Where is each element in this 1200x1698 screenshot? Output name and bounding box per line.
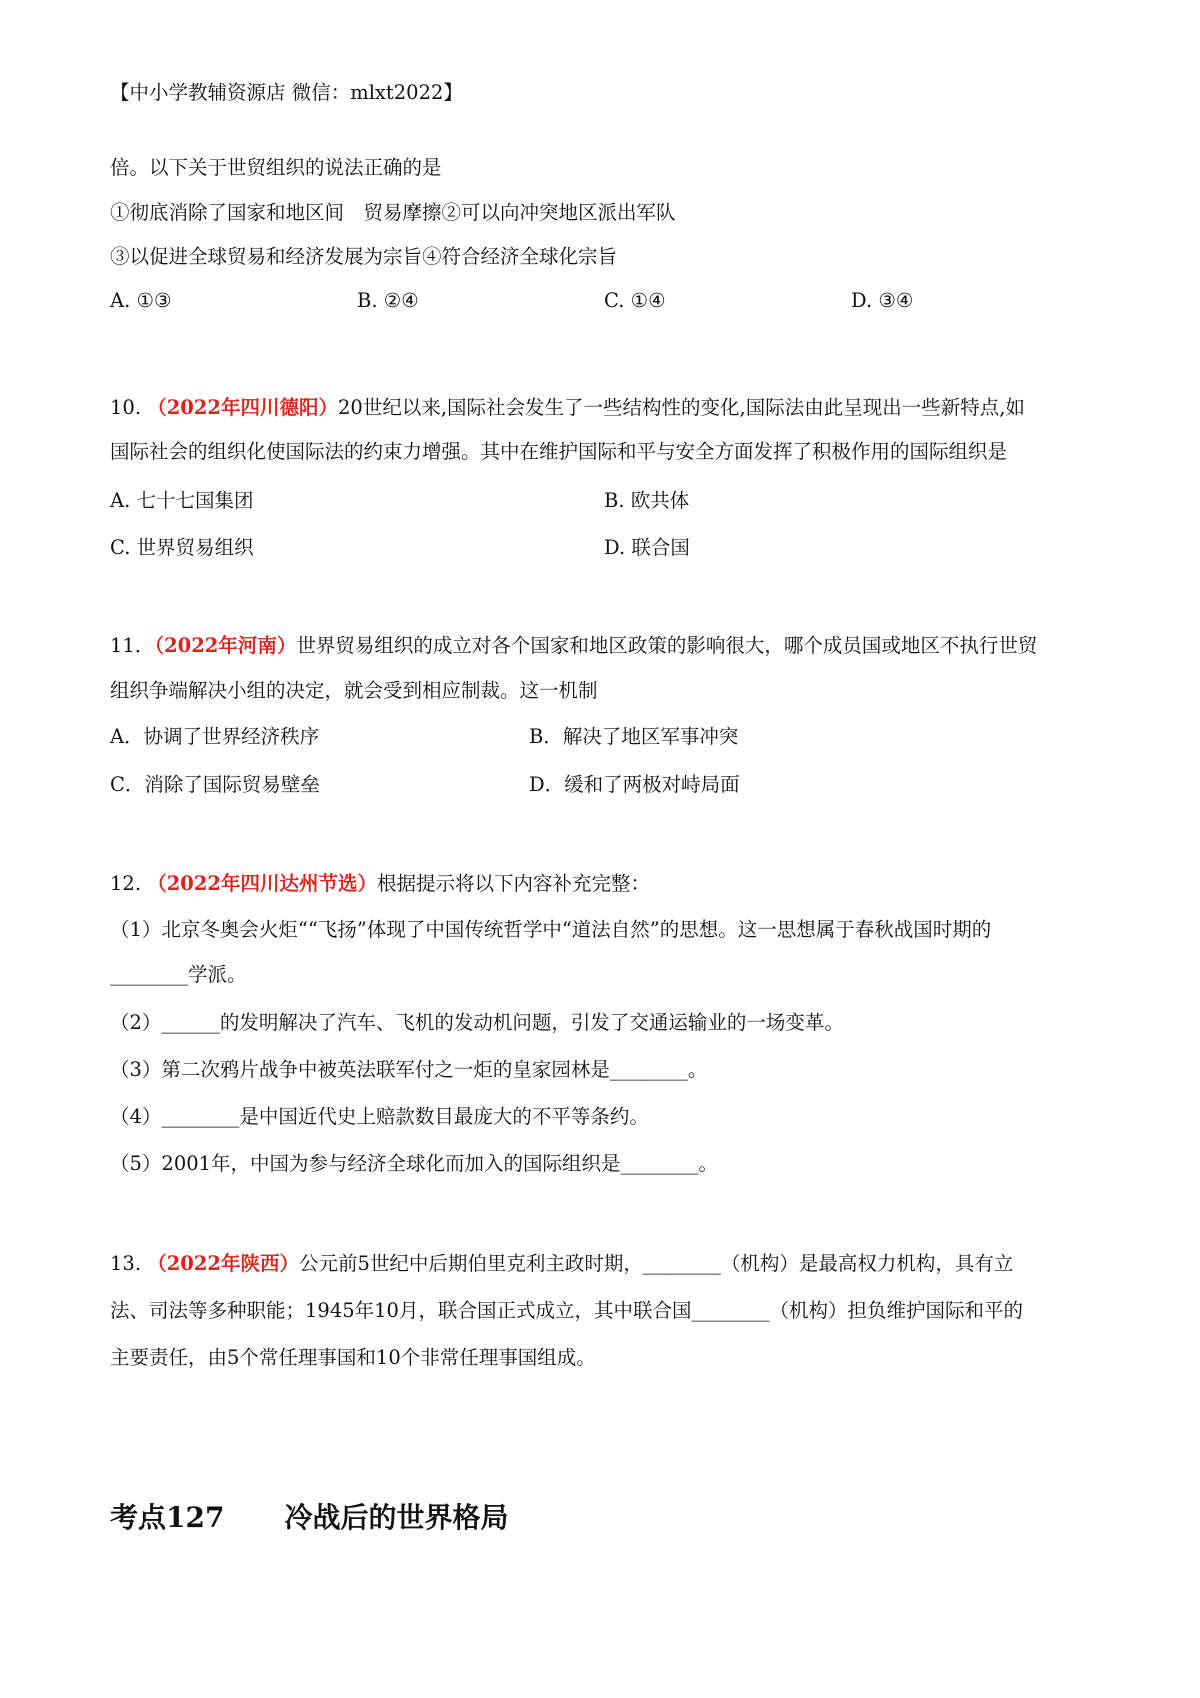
q11-number: 11． — [110, 634, 155, 657]
q10-option-b: B. 欧共体 — [604, 489, 690, 512]
q10-stem-text: 20世纪以来,国际社会发生了一些结构性的变化,国际法由此呈现出一些新特点,如 — [338, 396, 1025, 419]
q10-stem-line-2: 国际社会的组织化使国际法的约束力增强。其中在维护国际和平与安全方面发挥了积极作用的国际组织是 — [110, 440, 1008, 463]
q10-option-a: A. 七十七国集团 — [110, 489, 254, 512]
q11-option-c: C．消除了国际贸易壁垒 — [110, 773, 320, 796]
q12-number: 12. — [110, 872, 148, 895]
q12-item-1-cont: ________学派。 — [110, 963, 247, 986]
q12-item-4: （4）________是中国近代史上赔款数目最庞大的不平等条约。 — [110, 1105, 649, 1128]
q10-source: （2022年四川德阳） — [147, 396, 338, 419]
q9-statement-1: ①彻底消除了国家和地区间 贸易摩擦②可以向冲突地区派出军队 — [110, 201, 676, 224]
section-heading — [110, 1498, 508, 1538]
q9-option-a: A. ①③ — [110, 289, 172, 312]
q13-stem-text: 公元前5世纪中后期伯里克利主政时期，________（机构）是最高权力机构，具有立 — [299, 1252, 1014, 1275]
q10-stem-line-1 — [110, 393, 1025, 423]
q10-option-d: D. 联合国 — [604, 536, 690, 559]
q12-stem-text: 根据提示将以下内容补充完整： — [377, 872, 651, 895]
page-header: 【中小学教辅资源店 微信：mlxt2022】 — [110, 81, 463, 104]
q9-option-c: C. ①④ — [604, 289, 666, 312]
q13-stem-line-2: 法、司法等多种职能；1945年10月，联合国正式成立，其中联合国________（机构）担负维护国际和平的 — [110, 1299, 1023, 1322]
q12-item-5: （5）2001年，中国为参与经济全球化而加入的国际组织是________。 — [110, 1152, 719, 1175]
q13-stem-line-3: 主要责任，由5个常任理事国和10个非常任理事国组成。 — [110, 1346, 596, 1369]
q11-stem-line-2: 组织争端解决小组的决定，就会受到相应制裁。这一机制 — [110, 679, 598, 702]
q11-option-d: D．缓和了两极对峙局面 — [529, 773, 740, 796]
q11-source: （2022年河南） — [154, 634, 297, 657]
q12-item-3: （3）第二次鸦片战争中被英法联军付之一炬的皇家园林是________。 — [110, 1058, 708, 1081]
q10-number: 10. — [110, 396, 148, 419]
q11-option-b: B．解决了地区军事冲突 — [529, 725, 739, 748]
q9-statement-2: ③以促进全球贸易和经济发展为宗旨④符合经济全球化宗旨 — [110, 245, 618, 268]
q9-stem-tail: 倍。以下关于世贸组织的说法正确的是 — [110, 156, 442, 179]
q10-option-c: C. 世界贸易组织 — [110, 536, 254, 559]
q12-source: （2022年四川达州节选） — [147, 872, 377, 895]
q11-stem-line-1 — [110, 631, 1037, 661]
q11-option-a: A．协调了世界经济秩序 — [110, 725, 320, 748]
q9-option-b: B. ②④ — [357, 289, 419, 312]
q13-stem-line-1 — [110, 1249, 1013, 1279]
q11-stem-text: 世界贸易组织的成立对各个国家和地区政策的影响很大，哪个成员国或地区不执行世贸 — [296, 634, 1038, 657]
q13-number: 13. — [110, 1252, 148, 1275]
section-title: 冷战后的世界格局 — [284, 1501, 509, 1534]
section-label: 考点127 — [110, 1501, 225, 1534]
q12-item-2: （2）______的发明解决了汽车、飞机的发动机问题，引发了交通运输业的一场变革。 — [110, 1011, 844, 1034]
q12-stem — [110, 869, 650, 899]
q12-item-1: （1）北京冬奥会火炬““飞扬”体现了中国传统哲学中“道法自然”的思想。这一思想属于春秋战国时期的 — [110, 918, 992, 941]
q13-source: （2022年陕西） — [147, 1252, 299, 1275]
q9-option-d: D. ③④ — [851, 289, 914, 312]
